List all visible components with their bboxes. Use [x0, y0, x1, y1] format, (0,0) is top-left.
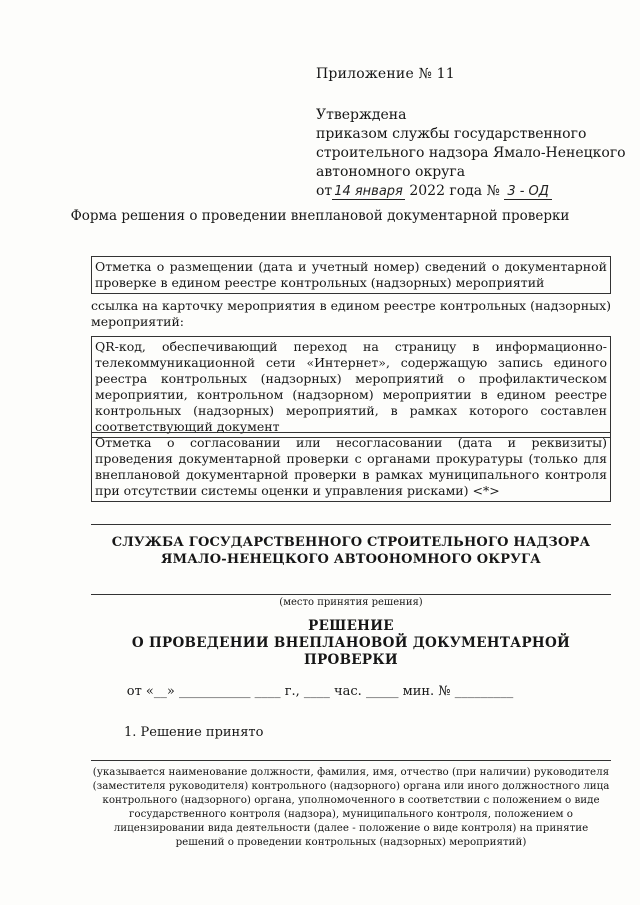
- approval-line-3: автономного округа: [316, 164, 466, 180]
- divider-top: [91, 524, 611, 525]
- service-line-1: СЛУЖБА ГОСУДАРСТВЕННОГО СТРОИТЕЛЬНОГО НАДЗОРА: [111, 535, 591, 550]
- order-number-handwritten: 3 - ОД: [504, 184, 552, 200]
- qr-code-box: QR-код, обеспечивающий переход на страницу в информационно-телекоммуникационной сети «Интернет», содержащую запись единого реестра контрольных (надзорных) мероприятий о профилактическом мероприятии, контрольном (надзорном) мероприятии в едином реестре контрольных (надзорных) мероприятий, в рамках которого составлен соответствующий документ: [91, 336, 611, 438]
- prosecutor-approval-box: Отметка о согласовании или несогласовании (дата и реквизиты) проведения документарной проверки с органами прокуратуры (только для внеплановой документарной проверки в рамках муниципального контроля при отсутствии системы оценки и управления рисками) <*>: [91, 432, 611, 502]
- decision-subtitle: О ПРОВЕДЕНИИ ВНЕПЛАНОВОЙ ДОКУМЕНТАРНОЙ ПРОВЕРКИ: [131, 635, 571, 668]
- order-from-label: от: [316, 183, 333, 199]
- place-line: [91, 594, 611, 595]
- decision-title: РЕШЕНИЕ: [308, 618, 394, 634]
- decision-heading: [91, 618, 611, 669]
- decision-date-line: от «__» ___________ ____ г., ____ час. _____ мин. № _________: [126, 684, 514, 699]
- approved-label: Утверждена: [316, 107, 407, 123]
- service-name: [91, 534, 611, 568]
- approval-line-2: строительного надзора Ямало-Ненецкого: [316, 145, 626, 161]
- service-line-2: ЯМАЛО-НЕНЕЦКОГО АВТООНОМНОГО ОКРУГА: [161, 552, 541, 567]
- form-title: Форма решения о проведении внеплановой документарной проверки: [70, 208, 570, 224]
- order-date-handwritten: 14 января: [334, 184, 403, 199]
- decision-maker-line: [91, 760, 611, 761]
- approval-block: [316, 106, 626, 201]
- registry-mark-box: Отметка о размещении (дата и учетный номер) сведений о документарной проверке в едином реестре контрольных (надзорных) мероприятий: [91, 256, 611, 294]
- approval-line-1: приказом службы государственного: [316, 126, 587, 142]
- order-year-label: 2022 года №: [409, 183, 500, 199]
- decision-maker-caption: (указывается наименование должности, фамилия, имя, отчество (при наличии) руководителя (заместителя руководителя) контрольного (надзорного) органа или иного должностного лица контрольного (надзорного) органа, уполномоченного в соответствии с положением о виде государственного контроля (надзора), муниципального контроля, положением о лицензировании вида деятельности (далее - положение о виде контроля) на принятие решений о проведении контрольных (надзорных) мероприятий): [92, 766, 610, 848]
- item-1-decision-made: 1. Решение принято: [124, 725, 264, 740]
- appendix-number: Приложение № 11: [316, 66, 455, 82]
- place-caption: (место принятия решения): [279, 597, 423, 608]
- order-line: [316, 182, 616, 201]
- registry-link-text: ссылка на карточку мероприятия в едином реестре контрольных (надзорных) мероприятий:: [91, 298, 611, 329]
